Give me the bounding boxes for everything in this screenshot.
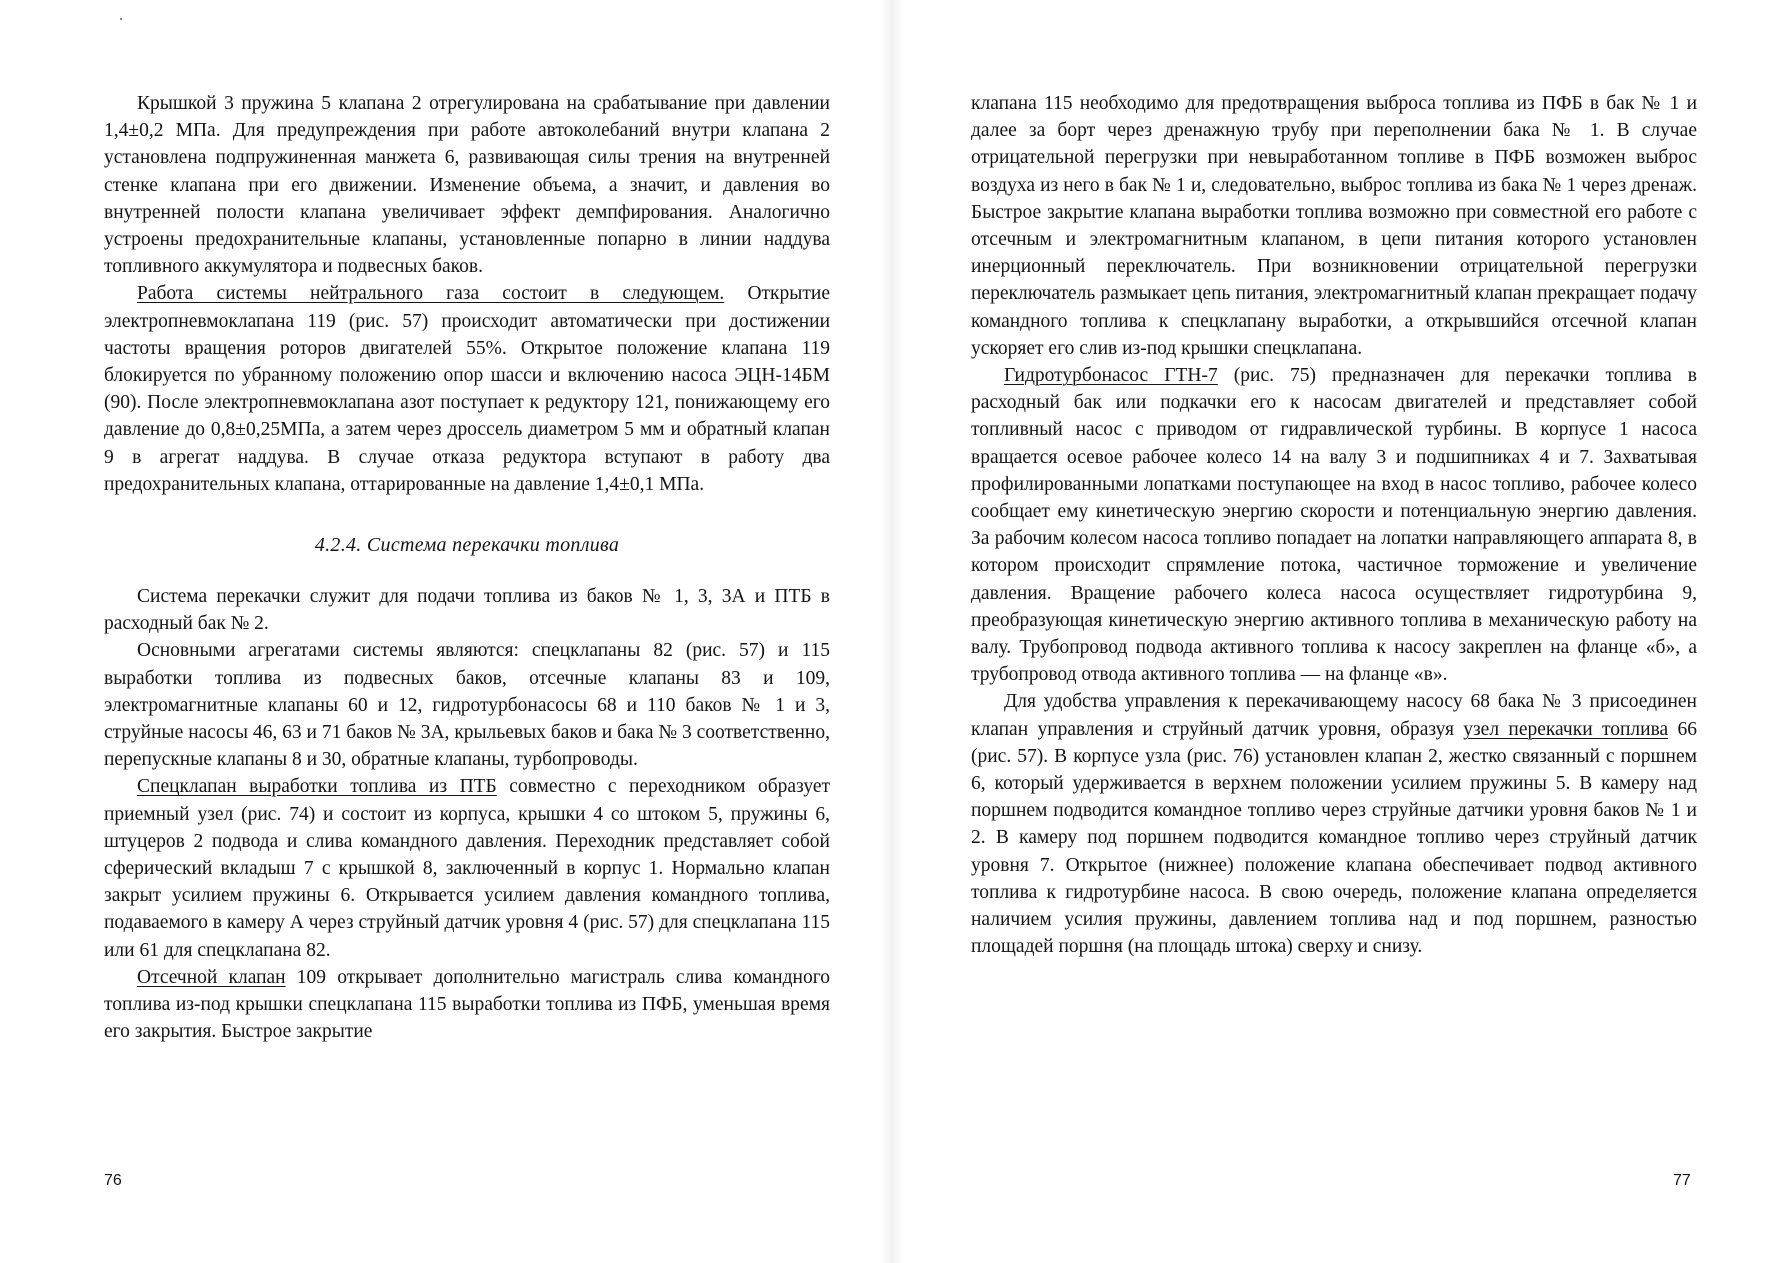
left-paragraph-5-heading: Спецклапан выработки топлива из ПТБ — [137, 776, 497, 798]
left-paragraph-6 — [104, 964, 830, 1046]
right-paragraph-2-text: (рис. 75) предназначен для перекачки топлива в расходный бак или подкачки его к насосам двигателей и представляет собой топливный насос с приводом от гидравлической турбины. В корпусе 1 насоса вращается осевое рабочее колесо 14 на валу 3 и подшипниках 4 и 7. Захватывая профилированными лопатками поступающее на вход в насос топливо, рабочее колесо сообщает ему кинетическую энергию скорости и потенциальную энергию давления. За рабочим колесом насоса топливо попадает на лопатки направляющего аппарата 8, в котором происходит спрямление потока, частичное торможение и увеличение давления. Вращение рабочего колеса насоса осуществляет гидротурбина 9, преобразующая кинетическую энергию активного топлива в механическую работу на валу. Трубопровод подвода активного топлива к насосу закреплен на фланце «б», а трубопровод отвода активного топлива — на фланце «в». — [971, 365, 1697, 686]
right-paragraph-2-heading: Гидротурбонасос ГТН-7 — [1004, 365, 1218, 387]
left-paragraph-2-heading: Работа системы нейтрального газа состоит в следующем. — [137, 283, 725, 305]
left-paragraph-2-text: Открытие электропневмоклапана 119 (рис. 57) происходит автоматически при достижении частоты вращения роторов двигателей 55%. Открытое положение клапана 119 блокируется по убранному положению опор шасси и включению насоса ЭЦН-14БМ (90). После электропневмоклапана азот поступает к редуктору 121, понижающему его давление до 0,8±0,25МПа, а затем через дроссель диаметром 5 мм и обратный клапан 9 в агрегат наддува. В случае отказа редуктора вступают в работу два предохранительных клапана, оттарированные на давление 1,4±0,1 МПа. — [104, 283, 830, 495]
left-page-number: 76 — [104, 1172, 122, 1189]
right-paragraph-3-intro: Для удобства управления к перекачивающему насосу 68 бака № 3 присоединен клапан управления и струйный датчик уровня, образуя — [971, 691, 1697, 740]
left-paragraph-3: Система перекачки служит для подачи топлива из баков № 1, 3, 3А и ПТБ в расходный бак № 2. — [104, 586, 830, 635]
right-paragraph-3-heading: узел перекачки топлива — [1463, 718, 1669, 740]
left-paragraph-5-text: совместно с переходником образует приемный узел (рис. 74) и состоит из корпуса, крышки 4 со штоком 5, пружины 6, штуцеров 2 подвода и слива командного давления. Переходник представляет собой сферический вкладыш 7 с крышкой 8, заключенный в корпус 1. Нормально клапан закрыт усилием пружины 6. Открывается усилием давления командного топлива, подаваемого в камеру А через струйный датчик уровня 4 (рис. 57) для спецклапана 115 или 61 для спецклапана 82. — [104, 776, 830, 961]
left-text-column — [104, 90, 830, 1046]
left-paragraph-4: Основными агрегатами системы являются: спецклапаны 82 (рис. 57) и 115 выработки топлива из подвесных баков, отсечные клапаны 83 и 109, электромагнитные клапаны 60 и 12, гидротурбонасосы 68 и 110 баков № 1 и 3, струйные насосы 46, 63 и 71 баков № 3А, крыльевых баков и бака № 3 соответственно, перепускные клапаны 8 и 30, обратные клапаны, турбопроводы. — [104, 640, 830, 771]
left-paragraph-6-heading: Отсечной клапан — [137, 966, 286, 988]
left-page — [0, 0, 893, 1263]
right-paragraph-3 — [971, 688, 1697, 960]
scan-speck — [120, 18, 122, 20]
left-paragraph-1: Крышкой 3 пружина 5 клапана 2 отрегулирована на срабатывание при давлении 1,4±0,2 МПа. Для предупреждения при работе автоколебаний внутри клапана 2 установлена подпружиненная манжета 6, развивающая силы трения на внутренней стенке клапана при его движении. Изменение объема, а значит, и давления во внутренней полости клапана увеличивает эффект демпфирования. Аналогично устроены предохранительные клапаны, установленные попарно в линии наддува топливного аккумулятора и подвесных баков. — [104, 93, 830, 278]
left-paragraph-6-text: 109 открывает дополнительно магистраль слива командного топлива из-под крышки спецклапана 115 выработки топлива из ПФБ, уменьшая время его закрытия. Быстрое закрытие — [104, 966, 830, 1043]
right-page-number: 77 — [1673, 1172, 1691, 1189]
left-paragraph-2 — [104, 280, 830, 498]
right-paragraph-3-text: 66 (рис. 57). В корпусе узла (рис. 76) установлен клапан 2, жестко связанный с поршнем 6, который удерживается в верхнем положении усилием пружины 5. В камеру над поршнем подводится командное топливо через струйные датчики уровня баков № 1 и 2. В камеру под поршнем подводится командное топливо через струйный датчик уровня 7. Открытое (нижнее) положение клапана обеспечивает подвод активного топлива к гидротурбине насоса. В свою очередь, положение клапана определяется наличием усилия пружины, давлением топлива над и под поршнем, разностью площадей поршня (на площадь штока) сверху и снизу. — [971, 718, 1697, 958]
right-text-column — [971, 90, 1697, 961]
section-title: 4.2.4. Система перекачки топлива — [314, 534, 620, 557]
left-paragraph-5 — [104, 773, 830, 963]
right-paragraph-2 — [971, 362, 1697, 688]
right-page — [893, 0, 1787, 1263]
right-paragraph-1: клапана 115 необходимо для предотвращения выброса топлива из ПФБ в бак № 1 и далее за борт через дренажную трубу при переполнении бака № 1. В случае отрицательной перегрузки при невыработанном топливе в ПФБ возможен выброс воздуха из него в бак № 1 и, следовательно, выброс топлива из бака № 1 через дренаж. Быстрое закрытие клапана выработки топлива возможно при совместной его работе с отсечным и электромагнитным клапаном, в цепи питания которого установлен инерционный переключатель. При возникновении отрицательной перегрузки переключатель размыкает цепь питания, электромагнитный клапан прекращает подачу командного топлива к спецклапану выработки, а открывшийся отсечной клапан ускоряет его слив из-под крышки спецклапана. — [971, 93, 1697, 359]
